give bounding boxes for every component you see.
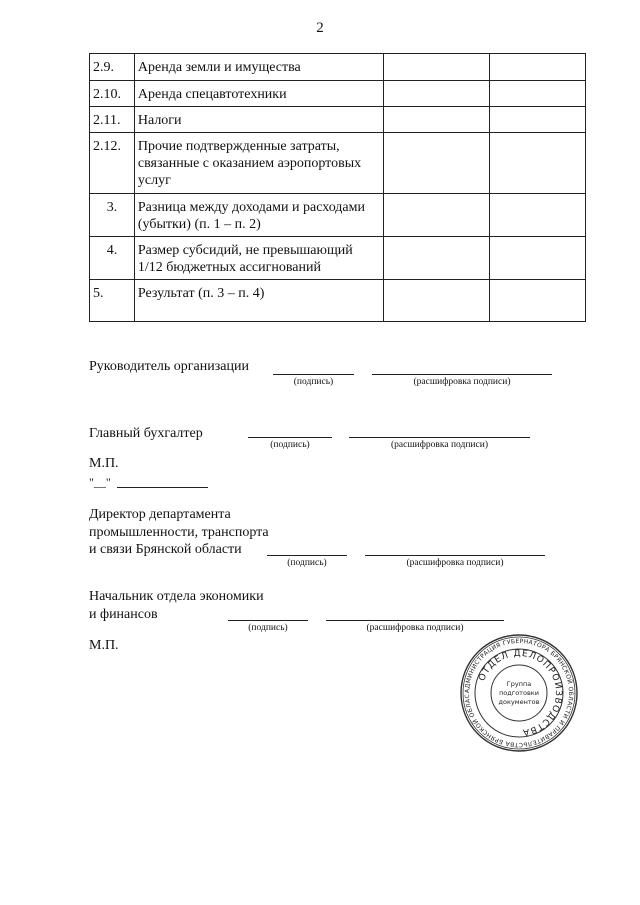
table-row [90,280,586,322]
chief-sign-caption: (подпись) [248,623,288,633]
stamp-seal-icon [459,633,579,753]
office-stamp [459,633,579,753]
stamp-center-line2: подготовки [499,689,539,697]
chief-title-line1: Начальник отдела экономики [89,589,264,604]
empty-cell [490,81,586,107]
chief-decode-caption: (расшифровка подписи) [366,623,464,633]
empty-cell [490,133,586,194]
head-decode-caption: (расшифровка подписи) [413,377,511,387]
table-row [90,194,586,237]
stamp-center-line1: Группа [506,680,532,688]
table-row [90,54,586,81]
director-title-line2: промышленности, транспорта [89,525,269,540]
table-row [90,81,586,107]
stamp-center-line3: документов [498,698,540,706]
head-title: Руководитель организации [89,359,249,374]
budget-table [89,53,586,322]
stamp-place-label: М.П. [89,638,119,653]
director-decode-line[interactable] [365,555,545,556]
row-name: Налоги [134,107,383,133]
row-number: 5. [90,280,135,322]
head-sign-caption: (подпись) [293,377,334,387]
empty-cell [384,54,490,81]
stamp-outer-text: АДМИНИСТРАЦИЯ ГУБЕРНАТОРА БРЯНСКОЙ ОБЛАСТИ И ПРАВИТЕЛЬСТВА БРЯНСКОЙ ОБЛАС [463,637,575,749]
empty-cell [384,237,490,280]
row-name: Аренда спецавтотехники [134,81,383,107]
date-quotes: "__" [89,475,111,489]
empty-cell [490,280,586,322]
head-sign-line[interactable] [273,374,354,375]
row-number: 2.9. [90,54,135,81]
row-number: 4. [90,237,135,280]
row-number: 2.10. [90,81,135,107]
director-sign-line[interactable] [267,555,347,556]
empty-cell [384,280,490,322]
accountant-sign-caption: (подпись) [270,440,310,450]
empty-cell [384,107,490,133]
row-name: Результат (п. 3 – п. 4) [134,280,383,322]
chief-decode-line[interactable] [326,620,504,621]
row-name: Разница между доходами и расходами (убытки) (п. 1 – п. 2) [134,194,383,237]
empty-cell [490,54,586,81]
accountant-decode-line[interactable] [349,437,530,438]
date-line[interactable] [117,487,208,488]
row-number: 3. [90,194,135,237]
chief-title-line2: и финансов [89,607,158,622]
accountant-sign-line[interactable] [248,437,332,438]
row-number: 2.11. [90,107,135,133]
accountant-title: Главный бухгалтер [89,426,203,441]
director-title-line3: и связи Брянской области [89,542,242,557]
director-decode-caption: (расшифровка подписи) [406,558,504,568]
head-decode-line[interactable] [372,374,552,375]
table-row [90,237,586,280]
empty-cell [384,81,490,107]
page-number: 2 [316,20,324,36]
empty-cell [384,194,490,237]
accountant-decode-caption: (расшифровка подписи) [391,440,488,450]
stamp-inner-text: ОТДЕЛ ДЕЛОПРОИЗВОДСТВА [477,648,564,737]
empty-cell [490,194,586,237]
chief-sign-line[interactable] [228,620,308,621]
empty-cell [384,133,490,194]
empty-cell [490,237,586,280]
row-name: Размер субсидий, не превышающий 1/12 бюджетных ассигнований [134,237,383,280]
stamp-place-label: М.П. [89,456,119,471]
row-number: 2.12. [90,133,135,194]
director-title-line1: Директор департамента [89,507,231,522]
director-sign-caption: (подпись) [287,558,327,568]
table-row [90,107,586,133]
table-row [90,133,586,194]
empty-cell [490,107,586,133]
row-name: Аренда земли и имущества [134,54,383,81]
row-name: Прочие подтвержденные затраты, связанные с оказанием аэропортовых услуг [134,133,383,194]
